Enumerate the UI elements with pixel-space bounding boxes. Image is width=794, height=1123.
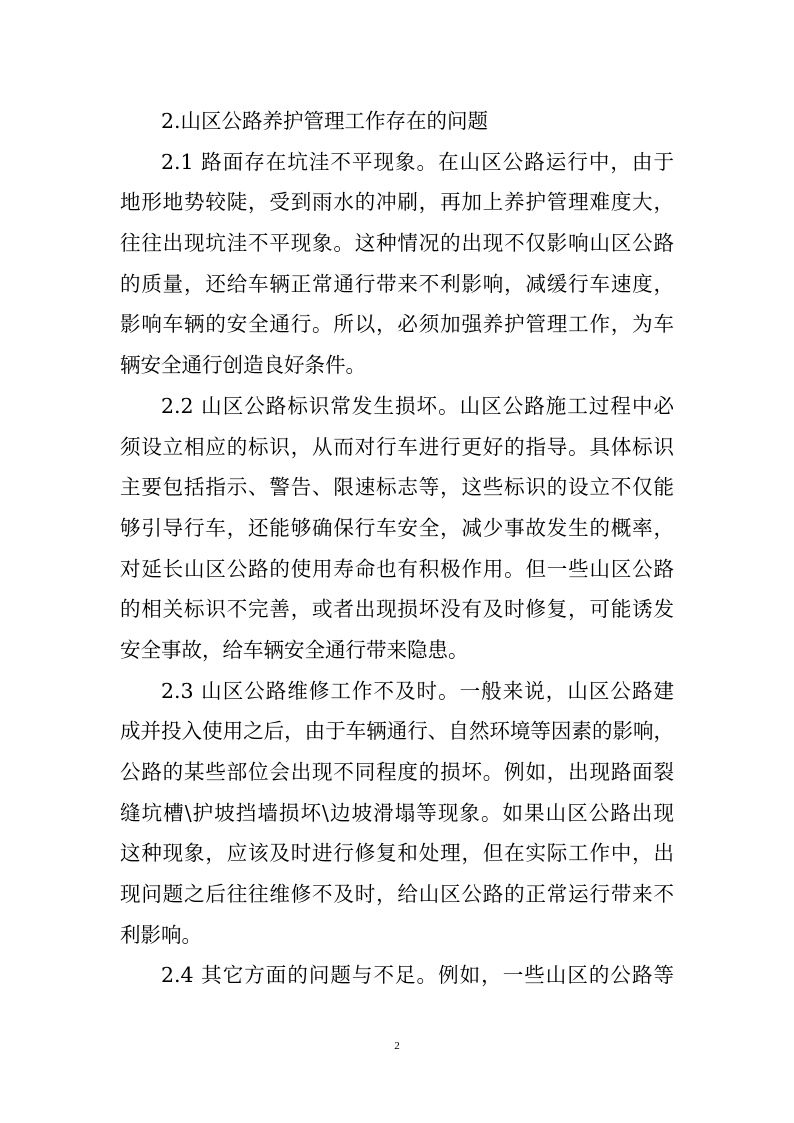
paragraph-line: 对延长山区公路的使用寿命也有积极作用。但一些山区公路	[120, 556, 674, 581]
paragraph-line: 2.1 路面存在坑洼不平现象。在山区公路运行中，由于	[161, 149, 674, 174]
paragraph-line: 2.2 山区公路标识常发生损坏。山区公路施工过程中必	[161, 393, 674, 418]
paragraph-line: 够引导行车，还能够确保行车安全，减少事故发生的概率，	[120, 515, 674, 540]
paragraph-line: 往往出现坑洼不平现象。这种情况的出现不仅影响山区公路	[120, 231, 674, 256]
paragraph-line: 现问题之后往往维修不及时，给山区公路的正常运行带来不	[120, 882, 674, 907]
paragraph-line: 2.3 山区公路维修工作不及时。一般来说，山区公路建	[161, 678, 674, 703]
paragraph-line: 利影响。	[120, 922, 202, 947]
paragraph-line: 成并投入使用之后，由于车辆通行、自然环境等因素的影响，	[120, 719, 674, 744]
paragraph-line: 的质量，还给车辆正常通行带来不利影响，减缓行车速度，	[120, 271, 674, 296]
document-body	[120, 101, 674, 996]
page-number: 2	[394, 1040, 400, 1052]
paragraph-line: 公路的某些部位会出现不同程度的损坏。例如，出现路面裂	[120, 760, 674, 784]
paragraph-line: 影响车辆的安全通行。所以，必须加强养护管理工作，为车	[120, 312, 674, 337]
paragraph-line: 辆安全通行创造良好条件。	[120, 353, 366, 378]
paragraph-line: 安全事故，给车辆安全通行带来隐患。	[120, 637, 469, 662]
paragraph-line: 地形地势较陡，受到雨水的冲刷，再加上养护管理难度大，	[120, 190, 674, 215]
paragraph-line: 须设立相应的标识，从而对行车进行更好的指导。具体标识	[120, 434, 674, 459]
paragraph-line: 这种现象，应该及时进行修复和处理，但在实际工作中，出	[120, 841, 674, 866]
paragraph-line: 2.4 其它方面的问题与不足。例如，一些山区的公路等	[161, 963, 674, 988]
paragraph-line: 缝坑槽\护坡挡墙损坏\边坡滑塌等现象。如果山区公路出现	[120, 800, 674, 825]
paragraph-line: 的相关标识不完善，或者出现损坏没有及时修复，可能诱发	[120, 597, 674, 622]
section-heading: 2.山区公路养护管理工作存在的问题	[161, 109, 489, 133]
paragraph-line: 主要包括指示、警告、限速标志等，这些标识的设立不仅能	[120, 475, 674, 500]
